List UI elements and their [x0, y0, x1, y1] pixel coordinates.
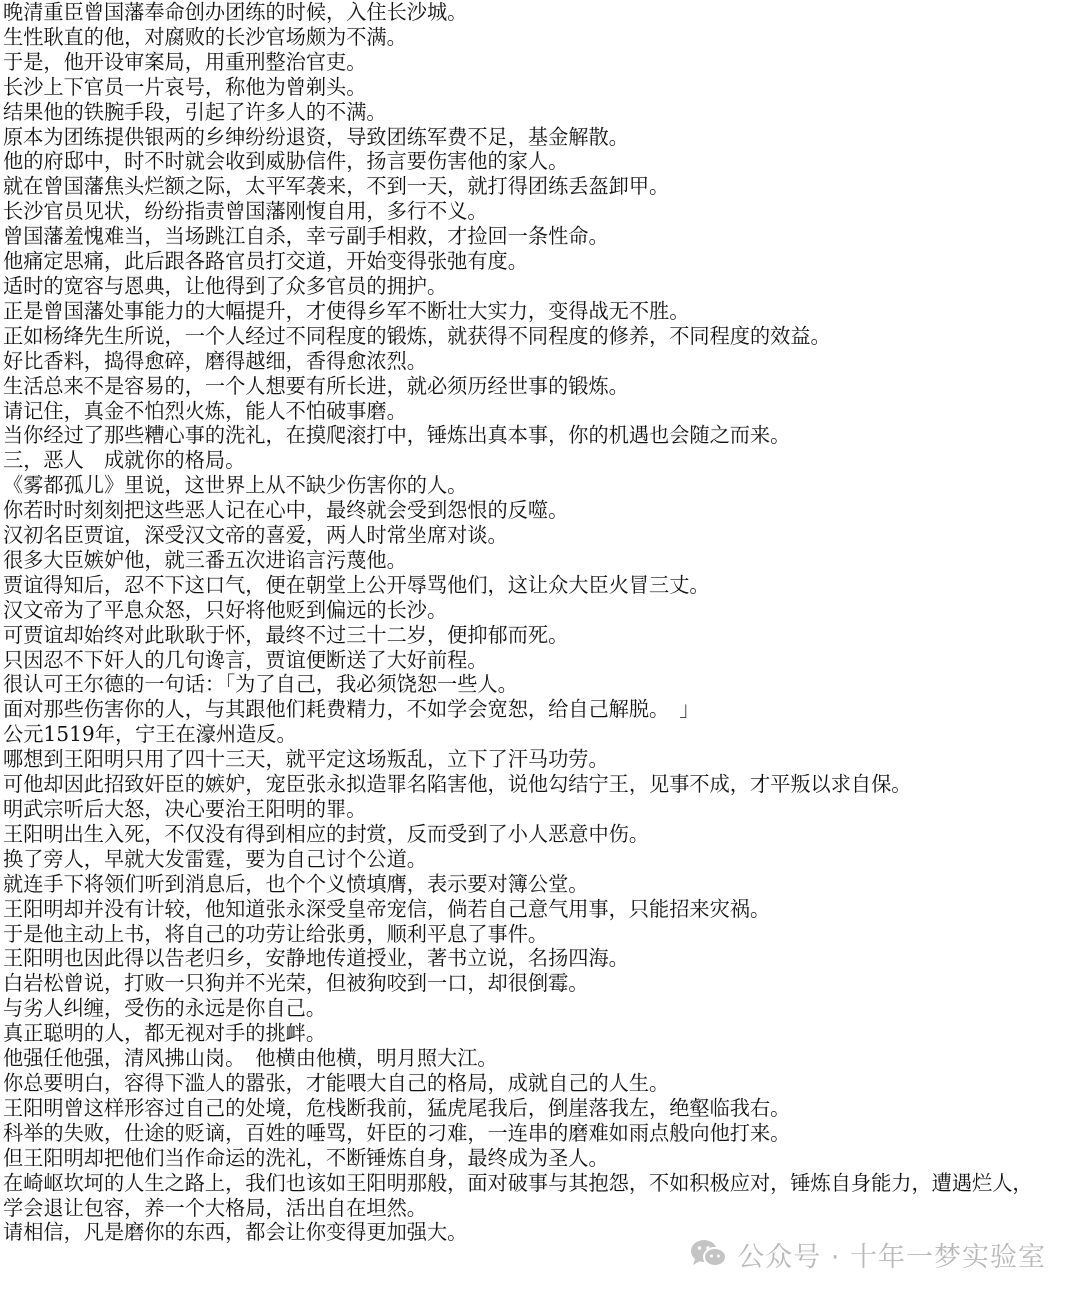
- text-line: 请相信，凡是磨你的东西，都会让你变得更加强大。: [3, 1220, 468, 1245]
- text-line: 贾谊得知后，忍不下这口气，便在朝堂上公开辱骂他们，这让众大臣火冒三丈。: [3, 572, 710, 597]
- text-line: 王阳明却并没有计较，他知道张永深受皇帝宠信，倘若自己意气用事，只能招来灾祸。: [3, 896, 771, 921]
- text-line: 生性耿直的他，对腐败的长沙官场颇为不满。: [3, 24, 407, 49]
- text-line: 可贾谊却始终对此耿耿于怀，最终不过三十二岁，便抑郁而死。: [3, 622, 569, 647]
- text-line: 面对那些伤害你的人，与其跟他们耗费精力，不如学会宽恕，给自己解脱。 」: [3, 697, 700, 722]
- text-line: 科举的失败，仕途的贬谪，百姓的唾骂，奸臣的刁难，一连串的磨难如雨点般向他打来。: [3, 1120, 791, 1145]
- text-line: 王阳明曾这样形容过自己的处境，危栈断我前，猛虎尾我后，倒崖落我左，绝壑临我右。: [3, 1095, 791, 1120]
- text-line: 与劣人纠缠，受伤的永远是你自己。: [3, 996, 327, 1021]
- text-line: 当你经过了那些糟心事的洗礼，在摸爬滚打中，锤炼出真本事，你的机遇也会随之而来。: [3, 423, 791, 448]
- text-line: 就在曾国藩焦头烂额之际，太平军袭来，不到一天，就打得团练丢盔卸甲。: [3, 174, 670, 199]
- text-line: 王阳明出生入死，不仅没有得到相应的封赏，反而受到了小人恶意中伤。: [3, 821, 650, 846]
- text-line: 白岩松曾说，打败一只狗并不光荣，但被狗咬到一口，却很倒霉。: [3, 971, 589, 996]
- text-line: 公元1519年，宁王在濠州造反。: [3, 722, 297, 747]
- text-line: 好比香料，捣得愈碎，磨得越细，香得愈浓烈。: [3, 348, 427, 373]
- watermark-text: 公众号 · 十年一梦实验室: [737, 1241, 1046, 1273]
- text-line: 他痛定思痛，此后跟各路官员打交道，开始变得张弛有度。: [3, 249, 528, 274]
- text-line: 哪想到王阳明只用了四十三天，就平定这场叛乱，立下了汗马功劳。: [3, 747, 609, 772]
- text-line: 正是曾国藩处事能力的大幅提升，才使得乡军不断壮大实力，变得战无不胜。: [3, 298, 690, 323]
- text-line: 王阳明也因此得以告老归乡，安静地传道授业，著书立说，名扬四海。: [3, 946, 629, 971]
- text-line: 真正聪明的人，都无视对手的挑衅。: [3, 1021, 327, 1046]
- text-line: 曾国藩羞愧难当，当场跳江自杀，幸亏副手相救，才捡回一条性命。: [3, 224, 609, 249]
- text-line: 很多大臣嫉妒他，就三番五次进谄言污蔑他。: [3, 547, 407, 572]
- text-line: 但王阳明却把他们当作命运的洗礼，不断锤炼自身，最终成为圣人。: [3, 1145, 609, 1170]
- text-line: 长沙上下官员一片哀号，称他为曾剃头。: [3, 74, 367, 99]
- section-heading: 三，恶人 成就你的格局。: [3, 448, 246, 473]
- text-line: 于是他主动上书，将自己的功劳让给张勇，顺利平息了事件。: [3, 921, 549, 946]
- text-line: 明武宗听后大怒，决心要治王阳明的罪。: [3, 797, 367, 821]
- text-line: 只因忍不下奸人的几句谗言，贾谊便断送了大好前程。: [3, 647, 488, 672]
- text-line: 生活总来不是容易的，一个人想要有所长进，就必须历经世事的锻炼。: [3, 373, 629, 398]
- watermark: [689, 1232, 1046, 1276]
- text-line: 晚清重臣曾国藩奉命创办团练的时候，入住长沙城。: [3, 0, 468, 24]
- text-line: 就连手下将领们听到消息后，也个个义愤填膺，表示要对簿公堂。: [3, 871, 589, 896]
- text-line: 汉初名臣贾谊，深受汉文帝的喜爱，两人时常坐席对谈。: [3, 523, 508, 548]
- text-line: 《雾都孤儿》里说，这世界上从不缺少伤害你的人。: [3, 473, 468, 498]
- text-line: 正如杨绛先生所说，一个人经过不同程度的锻炼，就获得不同程度的修养，不同程度的效益。: [3, 323, 831, 348]
- text-line: 你总要明白，容得下滥人的嚣张，才能喂大自己的格局，成就自己的人生。: [3, 1070, 670, 1095]
- text-line: 换了旁人，早就大发雷霆，要为自己讨个公道。: [3, 846, 427, 871]
- text-line: 结果他的铁腕手段，引起了许多人的不满。: [3, 99, 387, 124]
- text-line: 你若时时刻刻把这些恶人记在心中，最终就会受到怨恨的反噬。: [3, 498, 569, 523]
- text-line: 请记住，真金不怕烈火炼，能人不怕破事磨。: [3, 398, 407, 423]
- article-body: [3, 0, 1071, 1245]
- text-line: 在崎岖坎坷的人生之路上，我们也该如王阳明那般，面对破事与其抱怨，不如积极应对，锤炼自身能力，遭遇烂人，: [3, 1170, 1033, 1195]
- text-line: 原本为团练提供银两的乡绅纷纷退资，导致团练军费不足，基金解散。: [3, 124, 629, 149]
- text-line: 很认可王尔德的一句话：「为了自己，我必须饶恕一些人。: [3, 672, 518, 697]
- wechat-icon: [689, 1237, 729, 1271]
- text-line: 长沙官员见状，纷纷指责曾国藩刚愎自用，多行不义。: [3, 199, 488, 224]
- text-line: 他强任他强，清风拂山岗。 他横由他横，明月照大江。: [3, 1046, 498, 1071]
- text-line: 于是，他开设审案局，用重刑整治官吏。: [3, 49, 367, 74]
- text-line: 适时的宽容与恩典，让他得到了众多官员的拥护。: [3, 273, 448, 298]
- text-line: 学会退让包容，养一个大格局，活出自在坦然。: [3, 1195, 427, 1220]
- text-line: 他的府邸中，时不时就会收到威胁信件，扬言要伤害他的家人。: [3, 149, 569, 174]
- text-line: 可他却因此招致奸臣的嫉妒，宠臣张永拟造罪名陷害他，说他勾结宁王，见事不成，才平叛以求自保。: [3, 772, 912, 797]
- text-line: 汉文帝为了平息众怒，只好将他贬到偏远的长沙。: [3, 597, 448, 622]
